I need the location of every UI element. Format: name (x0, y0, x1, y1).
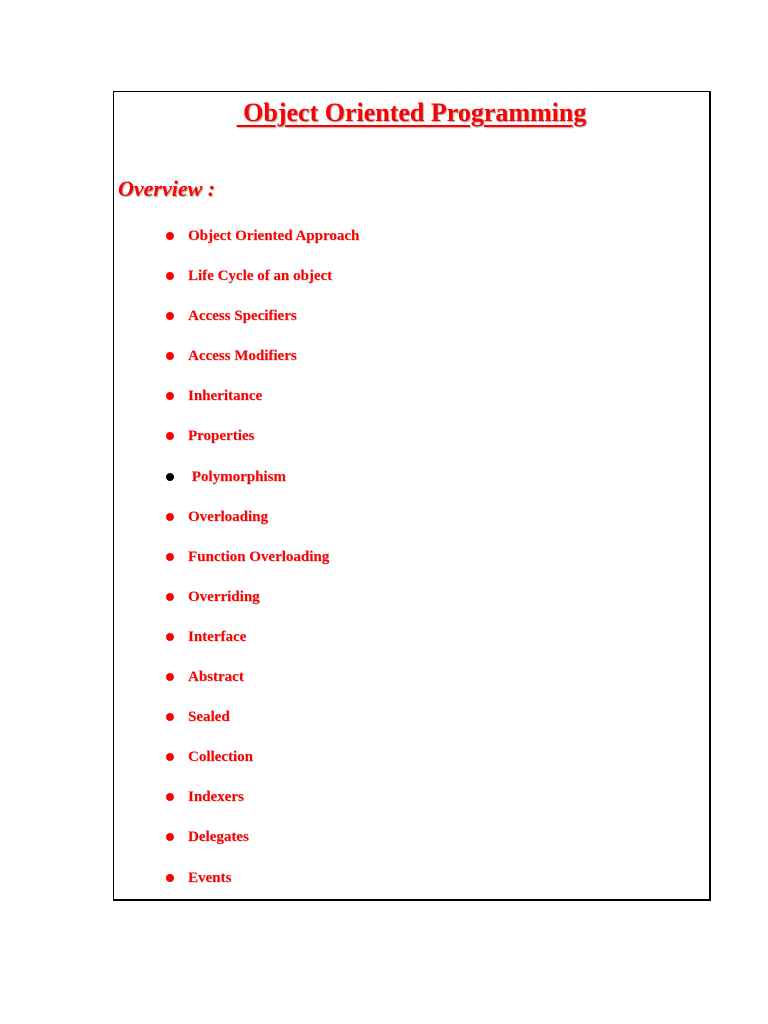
bullet-icon (166, 392, 174, 400)
bullet-icon (166, 473, 174, 481)
topic-label: Access Modifiers (188, 348, 297, 365)
bullet-icon (166, 352, 174, 360)
bullet-icon (166, 874, 174, 882)
bullet-icon (166, 272, 174, 280)
topic-label: Overloading (188, 508, 269, 525)
bullet-icon (166, 793, 174, 801)
bullet-icon (166, 232, 174, 240)
bullet-icon (166, 633, 174, 641)
topic-label: Delegates (188, 829, 249, 846)
topic-label: Sealed (188, 709, 230, 726)
bullet-icon (166, 713, 174, 721)
topic-label: Indexers (188, 789, 244, 806)
bullet-icon (166, 833, 174, 841)
bullet-icon (166, 312, 174, 320)
bullet-icon (166, 593, 174, 601)
overview-heading: Overview : (118, 176, 216, 201)
bullet-icon (166, 513, 174, 521)
topic-label: Interface (188, 628, 247, 645)
topic-label: Abstract (188, 669, 244, 686)
bullet-icon (166, 673, 174, 681)
document-page (113, 91, 711, 901)
topic-label: Access Specifiers (188, 308, 297, 325)
bullet-icon (166, 432, 174, 440)
bullet-icon (166, 553, 174, 561)
bullet-icon (166, 753, 174, 761)
topic-label: Object Oriented Approach (188, 228, 360, 244)
topic-label: Life Cycle of an object (188, 268, 333, 285)
topic-label: Overriding (188, 588, 260, 605)
topic-label: Inheritance (188, 388, 263, 405)
topic-label: Polymorphism (188, 468, 286, 485)
topic-label: Function Overloading (188, 548, 330, 565)
document-title: Object Oriented Programming (236, 98, 587, 127)
topic-label: Events (188, 869, 232, 886)
topic-label: Properties (188, 428, 255, 445)
topic-label: Collection (188, 749, 253, 766)
